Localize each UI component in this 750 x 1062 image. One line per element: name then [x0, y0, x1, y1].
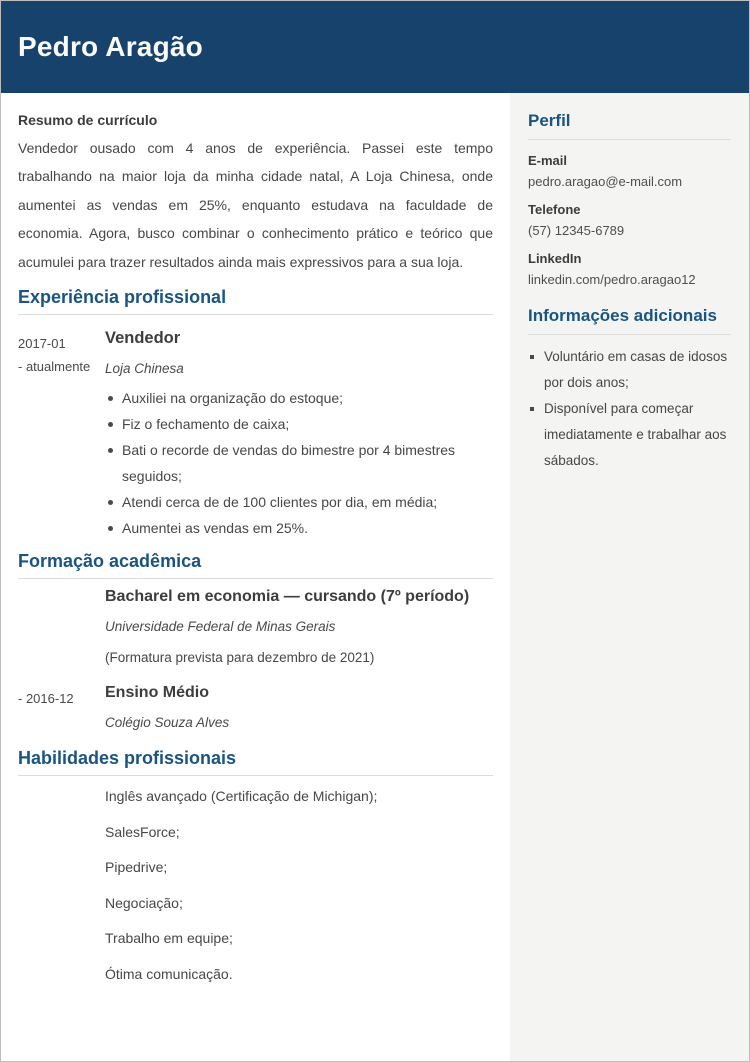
content-columns — [1, 93, 749, 1061]
education-entry-body — [105, 588, 493, 665]
education-entry-body — [105, 684, 493, 730]
experience-date-start: 2017-01 — [18, 336, 66, 352]
experience-bullet: Auxiliei na organização do estoque; — [105, 385, 493, 411]
skills-list — [18, 788, 493, 983]
experience-date-end: - atualmente — [18, 359, 91, 375]
experience-section-title: Experiência profissional — [18, 287, 493, 315]
education-section-title: Formação acadêmica — [18, 551, 493, 579]
skills-section-title: Habilidades profissionais — [18, 748, 493, 776]
candidate-name: Pedro Aragão — [18, 31, 203, 62]
school-name: Universidade Federal de Minas Gerais — [105, 619, 336, 635]
email-label: E-mail — [528, 153, 568, 168]
skill-item: Negociação; — [105, 894, 183, 911]
education-entry — [18, 588, 493, 665]
company-name: Loja Chinesa — [105, 361, 184, 377]
graduation-note: (Formatura prevista para dezembro de 2021) — [105, 650, 375, 666]
experience-date-range — [18, 329, 105, 541]
main-column — [1, 93, 510, 1061]
experience-bullet: Aumentei as vendas em 25%. — [105, 515, 493, 541]
phone-label: Telefone — [528, 202, 581, 217]
summary-text: Vendedor ousado com 4 anos de experiência. Passei este tempo trabalhando na maior loja da minha cidade natal, A Loja Chinesa, onde aumentei as vendas em 25%, enquanto estudava na faculdade de economia. Agora, busco combinar o conhecimento prático e teórico que acumulei para trazer resultados ainda mais expressivos para a sua loja. — [18, 140, 493, 270]
additional-info-item: Disponível para começar imediatamente e trabalhar aos sábados. — [528, 396, 731, 474]
linkedin-label: LinkedIn — [528, 251, 582, 266]
email-value: pedro.aragao@e-mail.com — [528, 174, 683, 189]
linkedin-value: linkedin.com/pedro.aragao12 — [528, 272, 696, 287]
school-name: Colégio Souza Alves — [105, 715, 230, 731]
profile-section-title: Perfil — [528, 111, 731, 140]
experience-entry — [18, 329, 493, 541]
degree-title: Bacharel em economia — cursando (7º período) — [105, 588, 470, 606]
additional-info-list — [528, 344, 731, 474]
phone-value: (57) 12345-6789 — [528, 223, 625, 238]
skill-item: Inglês avançado (Certificação de Michigan); — [105, 788, 378, 805]
education-date-range — [18, 588, 105, 665]
experience-bullet-list — [105, 385, 493, 541]
education-date-range — [18, 684, 105, 730]
experience-bullet: Fiz o fechamento de caixa; — [105, 411, 493, 437]
experience-bullet: Atendi cerca de de 100 clientes por dia, em média; — [105, 489, 493, 515]
experience-entry-body — [105, 329, 493, 541]
job-title: Vendedor — [105, 329, 181, 348]
experience-bullet: Bati o recorde de vendas do bimestre por 4 bimestres seguidos; — [105, 437, 493, 489]
education-entry — [18, 684, 493, 730]
skill-item: Trabalho em equipe; — [105, 930, 233, 947]
skill-item: Ótima comunicação. — [105, 965, 233, 982]
skill-item: SalesForce; — [105, 823, 180, 840]
summary-title: Resumo de currículo — [18, 112, 158, 128]
additional-info-item: Voluntário em casas de idosos por dois anos; — [528, 344, 731, 396]
education-date-end: - 2016-12 — [18, 691, 74, 707]
skill-item: Pipedrive; — [105, 859, 168, 876]
degree-title: Ensino Médio — [105, 684, 209, 702]
header-band — [1, 1, 749, 93]
sidebar — [510, 93, 749, 1061]
additional-info-section-title: Informações adicionais — [528, 306, 731, 335]
